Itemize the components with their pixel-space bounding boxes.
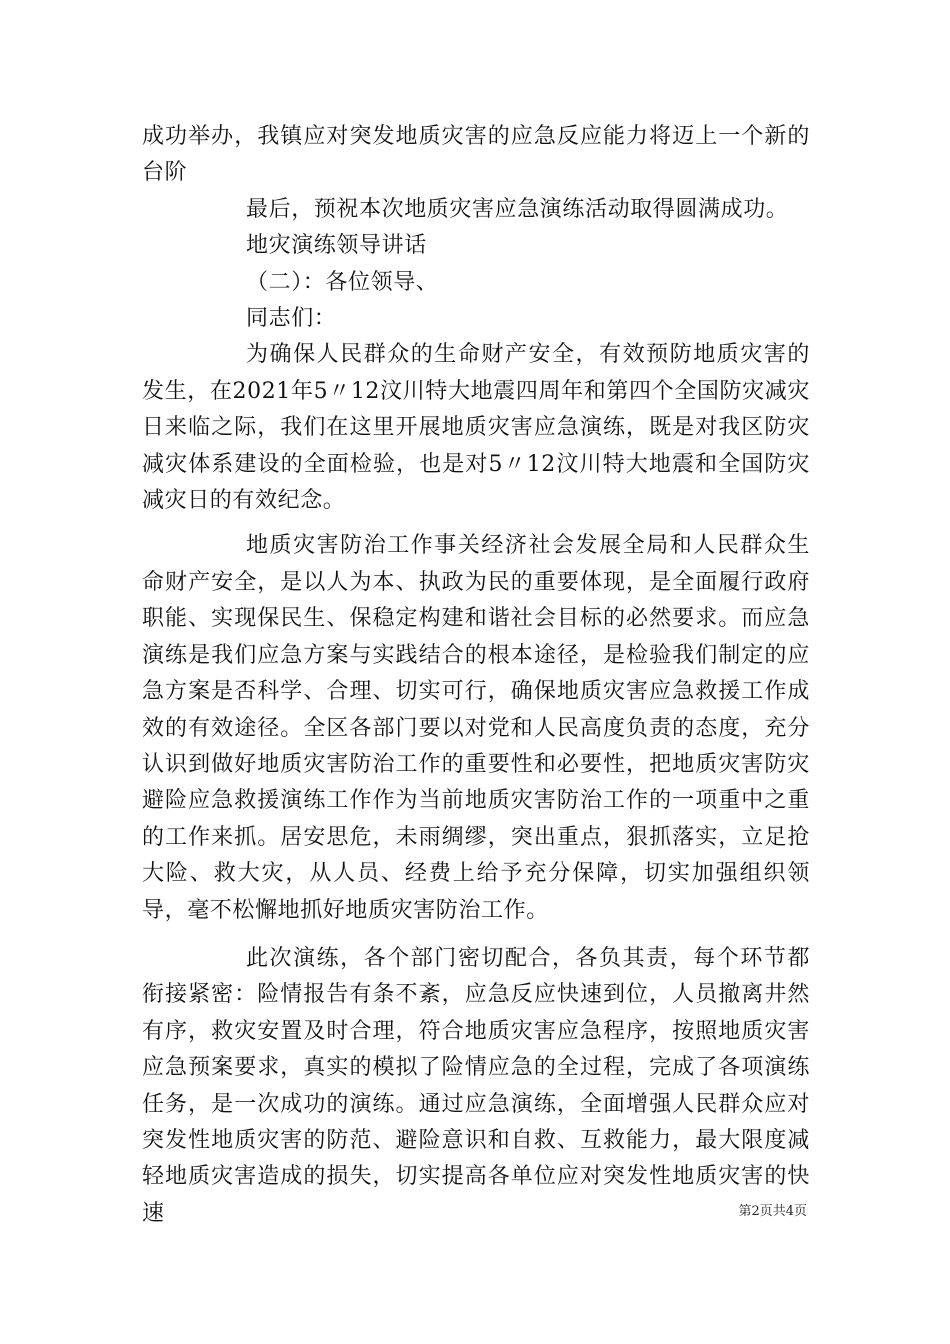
section-title: 地灾演练领导讲话 [246,233,427,259]
document-body [142,119,810,1232]
paragraph-drill-summary: 此次演练，各个部门密切配合，各负其责，每个环节都衔接紧密：险情报告有条不紊，应急反应快速到位，人员撤离井然有序，救灾安置及时合理，符合地质灾害应急程序，按照地质灾害应急预案要求，真实的模拟了险情应急的全过程，完成了各项演练任务，是一次成功的演练。通过应急演练，全面增强人民群众应对突发性地质灾害的防范、避险意识和自救、互救能力，最大限度减轻地质灾害造成的损失，切实提高各单位应对突发性地质灾害的快速 [142,945,810,1226]
paragraph-closing-wish: 最后，预祝本次地质灾害应急演练活动取得圆满成功。 [246,196,789,222]
paragraph-continuation: 成功举办，我镇应对突发地质灾害的应急反应能力将迈上一个新的台阶 [142,124,810,186]
paragraph-purpose: 为确保人民群众的生命财产安全，有效预防地质灾害的发生，在2021年5〃12汶川特大地震四周年和第四个全国防灾减灾日来临之际，我们在这里开展地质灾害应急演练，既是对我区防灾减灾体系建设的全面检验，也是对5〃12汶川特大地震和全国防灾减灾日的有效纪念。 [142,342,810,514]
greeting: 同志们： [246,306,337,332]
page-number-footer: 第2页共4页 [738,1204,807,1219]
section-number-greeting: （二）：各位领导、 [246,269,439,295]
paragraph-importance: 地质灾害防治工作事关经济社会发展全局和人民群众生命财产安全，是以人为本、执政为民的重要体现，是全面履行政府职能、实现保民生、保稳定构建和谐社会目标的必然要求。而应急演练是我们应急方案与实践结合的根本途径，是检验我们制定的应急方案是否科学、合理、切实可行，确保地质灾害应急救援工作成效的有效途径。全区各部门要以对党和人民高度负责的态度，充分认识到做好地质灾害防治工作的重要性和必要性，把地质灾害防灾避险应急救援演练工作作为当前地质灾害防治工作的一项重中之重的工作来抓。居安思危，未雨绸缪，突出重点，狠抓落实，立足抢大险、救大灾，从人员、经费上给予充分保障，切实加强组织领导，毫不松懈地抓好地质灾害防治工作。 [142,533,810,923]
